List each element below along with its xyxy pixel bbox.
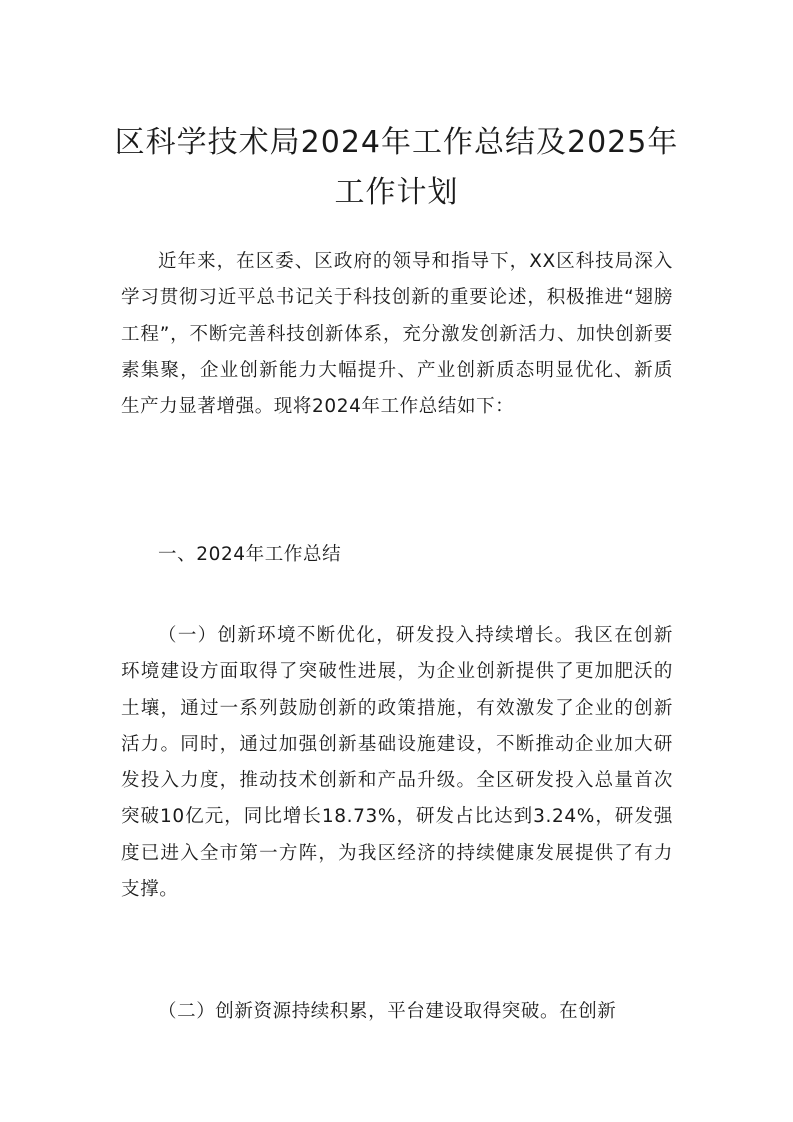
section-heading-1: 一、2024年工作总结: [158, 544, 342, 565]
intro-paragraph: 近年来，在区委、区政府的领导和指导下，XX区科技局深入学习贯彻习近平总书记关于科技创新的重要论述，积极推进“翅膀工程”，不断完善科技创新体系，充分激发创新活力、加快创新要素集聚，企业创新能力大幅提升、产业创新质态明显优化、新质生产力显著增强。现将2024年工作总结如下：: [121, 251, 673, 418]
subsection-paragraph-1: （一）创新环境不断优化，研发投入持续增长。我区在创新环境建设方面取得了突破性进展，为企业创新提供了更加肥沃的土壤，通过一系列鼓励创新的政策措施，有效激发了企业的创新活力。同时，通过加强创新基础设施建设，不断推动企业加大研发投入力度，推动技术创新和产品升级。全区研发投入总量首次突破10亿元，同比增长18.73%，研发占比达到3.24%，研发强度已进入全市第一方阵，为我区经济的持续健康发展提供了有力支撑。: [121, 625, 673, 901]
subsection-paragraph-2: （二）创新资源持续积累，平台建设取得突破。在创新: [158, 1001, 617, 1022]
document-title: 区科学技术局2024年工作总结及2025年工作计划: [114, 125, 679, 210]
